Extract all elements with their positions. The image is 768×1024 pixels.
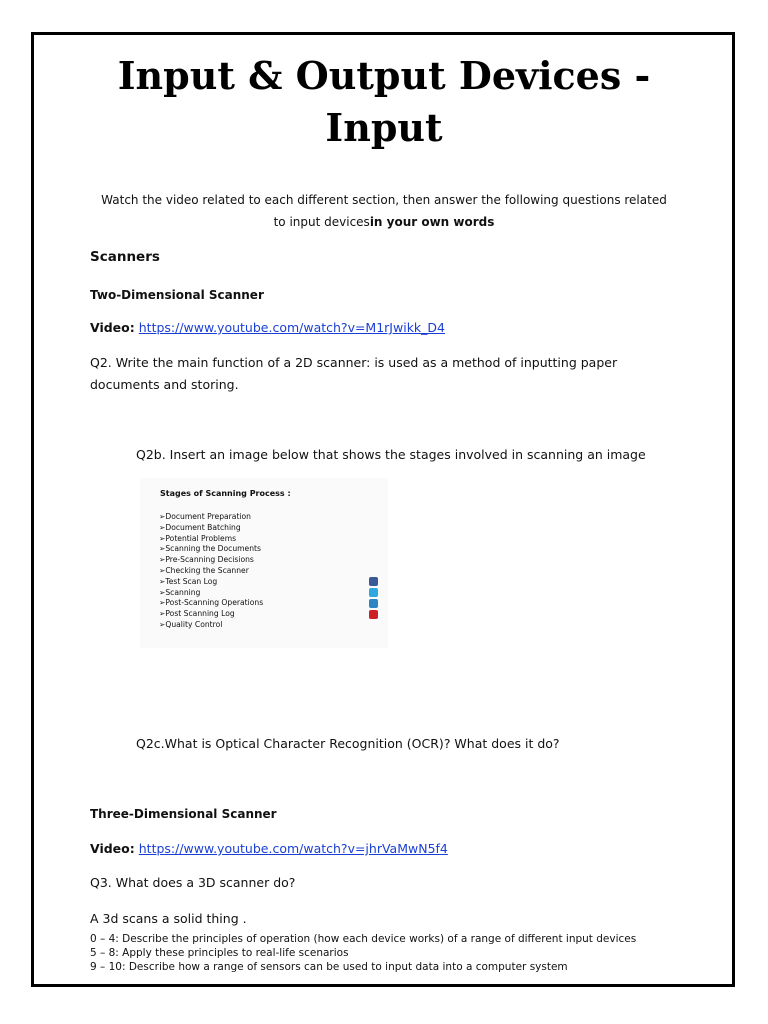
page-title bbox=[0, 50, 768, 154]
two-d-video-link[interactable]: https://www.youtube.com/watch?v=M1rJwikk_D4 bbox=[138, 320, 445, 335]
question-q2: Q2. Write the main function of a 2D scanner: is used as a method of inputting paper documents and storing. bbox=[90, 355, 618, 392]
title-line-2: Input bbox=[325, 105, 443, 150]
question-q3: Q3. What does a 3D scanner do? bbox=[90, 875, 296, 890]
video-label: Video: bbox=[90, 320, 135, 335]
three-d-scanner-heading: Three-Dimensional Scanner bbox=[90, 807, 277, 821]
intro-text bbox=[80, 189, 688, 233]
two-d-video-line bbox=[90, 320, 445, 335]
pinterest-icon bbox=[369, 610, 378, 619]
twitter-icon bbox=[369, 588, 378, 597]
q3-answer: A 3d scans a solid thing . bbox=[90, 911, 247, 926]
linkedin-icon bbox=[369, 599, 378, 608]
stage-item: ➢Quality Control bbox=[159, 619, 223, 629]
question-q2b: Q2b. Insert an image below that shows the stages involved in scanning an image bbox=[136, 447, 646, 462]
stage-item: ➢Scanning bbox=[159, 587, 201, 597]
scanning-stages-image bbox=[140, 478, 388, 648]
three-d-video-line bbox=[90, 841, 448, 856]
stages-list bbox=[159, 512, 263, 631]
facebook-icon bbox=[369, 577, 378, 586]
stage-item: ➢Document Batching bbox=[159, 522, 241, 532]
stage-item: ➢Pre-Scanning Decisions bbox=[159, 555, 254, 565]
intro-line-2-bold: in your own words bbox=[369, 215, 495, 229]
stage-item: ➢Post-Scanning Operations bbox=[159, 598, 264, 608]
rubric-line-2: 5 – 8: Apply these principles to real-life scenarios bbox=[90, 947, 349, 959]
intro-line-2 bbox=[80, 211, 688, 233]
question-q2c: Q2c.What is Optical Character Recognition (OCR)? What does it do? bbox=[136, 736, 560, 751]
scanners-heading: Scanners bbox=[90, 249, 160, 265]
intro-line-1: Watch the video related to each different section, then answer the following questions related bbox=[101, 193, 667, 207]
stage-item: ➢Post Scanning Log bbox=[159, 609, 235, 619]
stage-item: ➢Document Preparation bbox=[159, 512, 251, 521]
stage-item: ➢Potential Problems bbox=[159, 533, 237, 543]
stages-title: Stages of Scanning Process : bbox=[160, 489, 291, 498]
rubric-line-1: 0 – 4: Describe the principles of operation (how each device works) of a range of different input devices bbox=[90, 933, 637, 945]
two-d-scanner-heading: Two-Dimensional Scanner bbox=[90, 288, 264, 302]
stage-item: ➢Checking the Scanner bbox=[159, 565, 249, 575]
video-label: Video: bbox=[90, 841, 135, 856]
rubric-line-3: 9 – 10: Describe how a range of sensors can be used to input data into a computer system bbox=[90, 961, 568, 973]
three-d-video-link[interactable]: https://www.youtube.com/watch?v=jhrVaMwN5f4 bbox=[138, 841, 448, 856]
stage-item: ➢Test Scan Log bbox=[159, 576, 218, 586]
intro-line-2-plain: to input devices bbox=[273, 215, 370, 229]
stage-item: ➢Scanning the Documents bbox=[159, 544, 261, 554]
title-line-1: Input & Output Devices - bbox=[117, 53, 651, 98]
